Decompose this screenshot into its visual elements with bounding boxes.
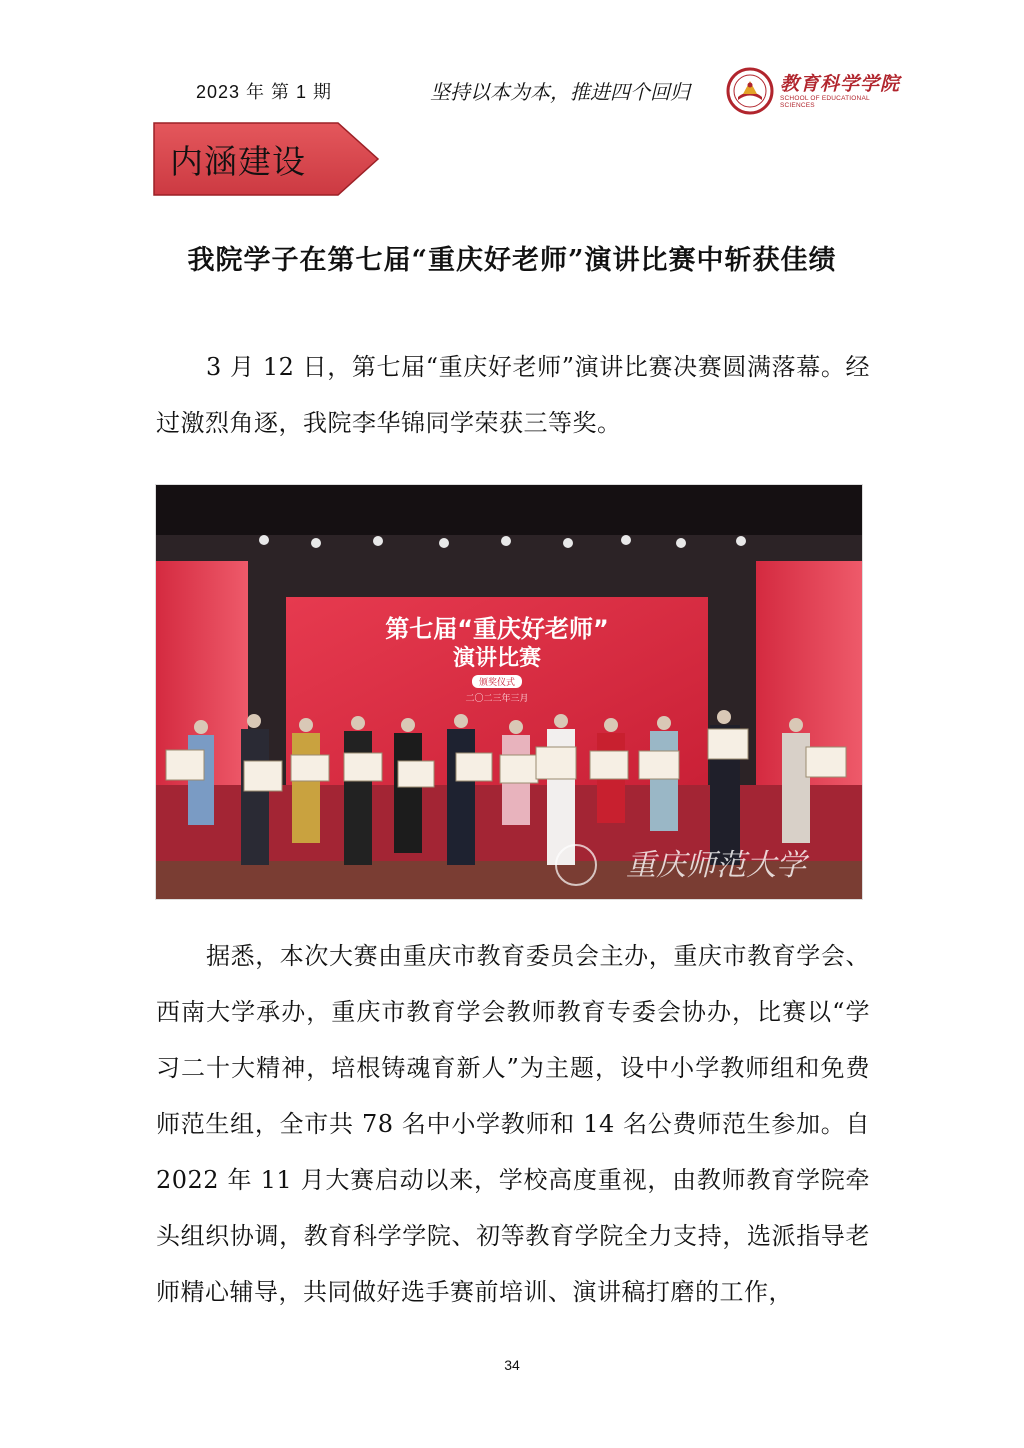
screen-title-line2: 演讲比赛 bbox=[452, 646, 542, 671]
screen-badge: 颁奖仪式 bbox=[478, 678, 516, 688]
logo-english-name: SCHOOL OF EDUCATIONAL SCIENCES bbox=[780, 95, 870, 109]
screen-title-line1: 第七届“重庆好老师” bbox=[385, 615, 609, 643]
article-title: 我院学子在第七届“重庆好老师”演讲比赛中斩获佳绩 bbox=[187, 245, 837, 276]
photo-illustration bbox=[156, 485, 862, 899]
header-motto: 坚持以本为本，推进四个回归 bbox=[430, 80, 690, 104]
award-ceremony-photo bbox=[155, 484, 863, 900]
screen-date: 二〇二三年三月 bbox=[465, 694, 529, 704]
photo-watermark: 重庆师范大学 bbox=[626, 848, 806, 883]
page-number: 34 bbox=[504, 1357, 520, 1373]
article-paragraph-1: 3 月 12 日，第七届“重庆好老师”演讲比赛决赛圆满落幕。经过激烈角逐，我院李华锦同学荣获三等奖。 bbox=[156, 353, 870, 437]
school-logo bbox=[726, 66, 906, 116]
logo-chinese-name: 教育科学学院 bbox=[780, 73, 901, 95]
issue-label: 2023 年 第 1 期 bbox=[196, 82, 333, 102]
school-emblem-icon bbox=[726, 67, 774, 115]
article-paragraph-2: 据悉，本次大赛由重庆市教育委员会主办，重庆市教育学会、西南大学承办，重庆市教育学会教师教育专委会协办，比赛以“学习二十大精神，培根铸魂育新人”为主题，设中小学教师组和免费师范生组，全市共 78 名中小学教师和 14 名公费师范生参加。自 2022 年 11 月大赛启动以来，学校高度重视，由教师教育学院牵头组织协调，教育科学学院、初等教育学院全力支持，选派指导老师精心辅导，共同做好选手赛前培训、演讲稿打磨的工作， bbox=[156, 942, 870, 1306]
section-label: 内涵建设 bbox=[170, 142, 306, 181]
